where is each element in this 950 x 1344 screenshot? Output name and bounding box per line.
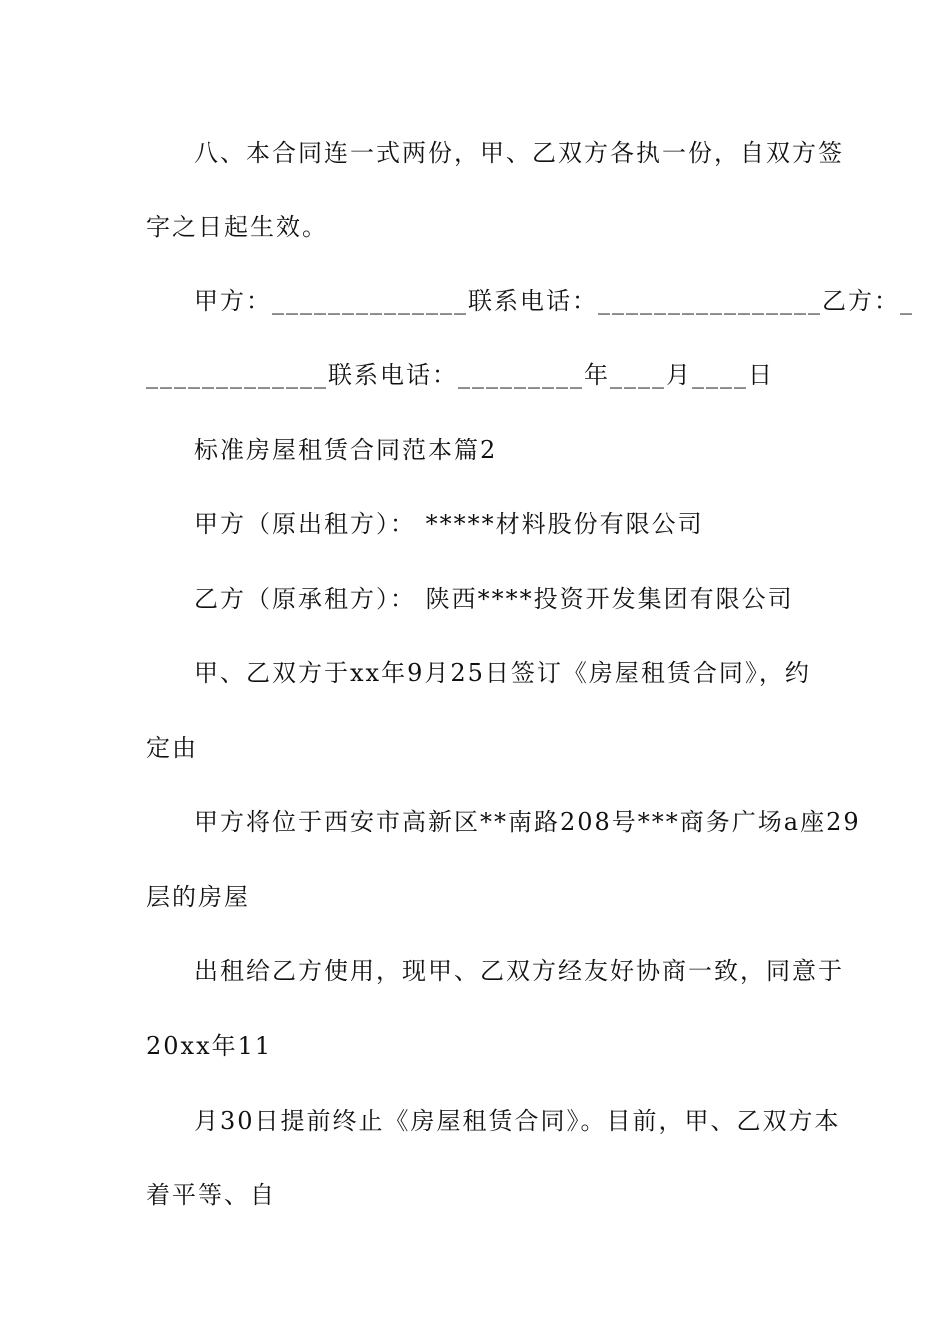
paragraph-line: 20xx年11 — [146, 1032, 273, 1060]
paragraph-line: 定由 — [146, 734, 198, 762]
paragraph-line: 出租给乙方使用，现甲、乙双方经友好协商一致，同意于 — [194, 957, 844, 985]
paragraph-line: 字之日起生效。 — [146, 213, 328, 241]
paragraph-line: 甲、乙双方于xx年9月25日签订《房屋租赁合同》，约 — [194, 659, 811, 687]
paragraph-line: 甲方将位于西安市高新区**南路208号***商务广场a座29 — [194, 808, 861, 836]
paragraph-line: 八、本合同连一式两份，甲、乙双方各执一份，自双方签 — [194, 139, 844, 167]
paragraph-line: 着平等、自 — [146, 1181, 276, 1209]
paragraph-line: 月30日提前终止《房屋租赁合同》。目前，甲、乙双方本 — [194, 1107, 841, 1135]
paragraph-line: 层的房屋 — [146, 883, 250, 911]
party-b-line: 乙方（原承租方）： 陕西****投资开发集团有限公司 — [194, 585, 794, 613]
signature-date-line: _____________联系电话：_________年____月____日 — [146, 361, 774, 389]
signature-line: 甲方：______________联系电话：________________乙方：_ — [194, 287, 914, 315]
party-a-line: 甲方（原出租方）： *****材料股份有限公司 — [194, 510, 704, 538]
section-heading: 标准房屋租赁合同范本篇2 — [194, 436, 498, 464]
